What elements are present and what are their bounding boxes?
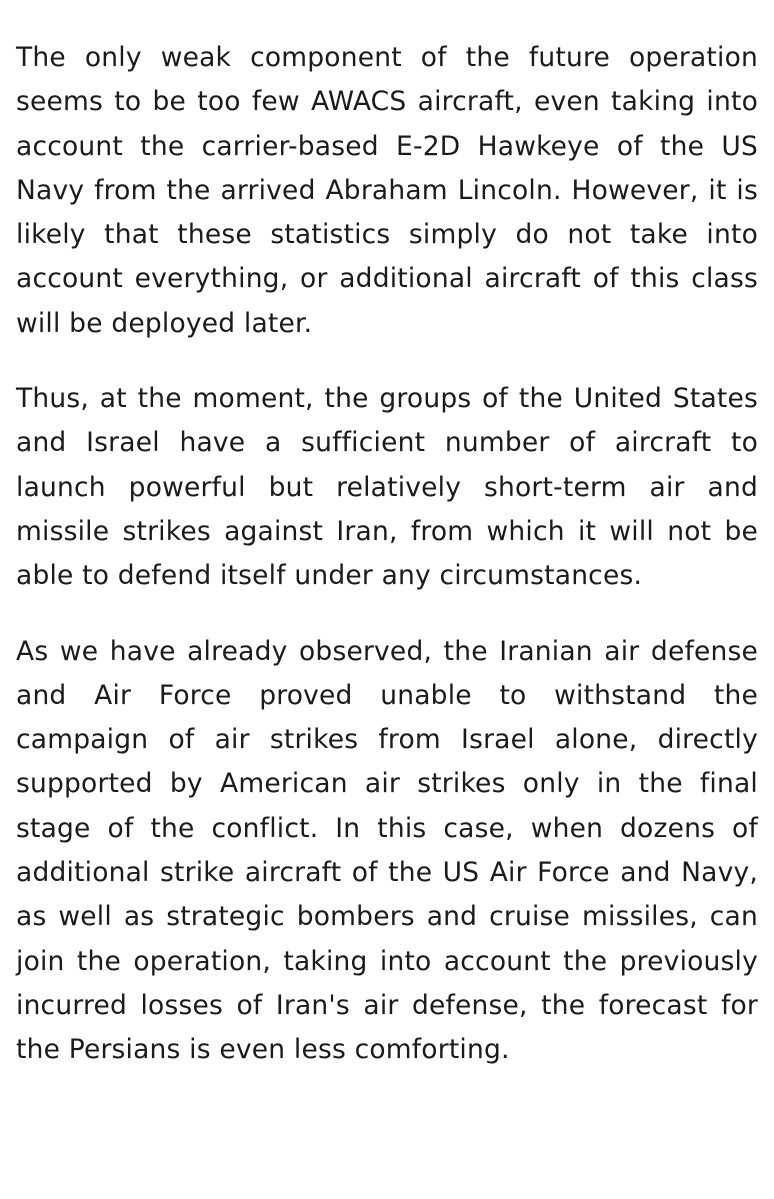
- paragraph-aircraft-groups: Thus, at the moment, the groups of the United States and Israel have a sufficient number of aircraft to launch powerful but relatively short-term air and missile strikes against Iran, from which it will not be able to defend itself under any circumstances.: [16, 383, 758, 592]
- paragraph-iranian-air-defense: As we have already observed, the Iranian air defense and Air Force proved unable to withstand the campaign of air strikes from Israel alone, directly supported by American air strikes only in the final stage of the conflict. In this case, when dozens of additional strike aircraft of the US Air Force and Navy, as well as strategic bombers and cruise missiles, can join the operation, taking into account the previously incurred losses of Iran's air defense, the forecast for the Persians is even less comforting.: [16, 635, 758, 1066]
- paragraph-awacs: The only weak component of the future operation seems to be too few AWACS aircraft, even taking into account the carrier-based E-2D Hawkeye of the US Navy from the arrived Abraham Lincoln. However, it is likely that these statistics simply do not take into account everything, or additional aircraft of this class will be deployed later.: [16, 42, 758, 339]
